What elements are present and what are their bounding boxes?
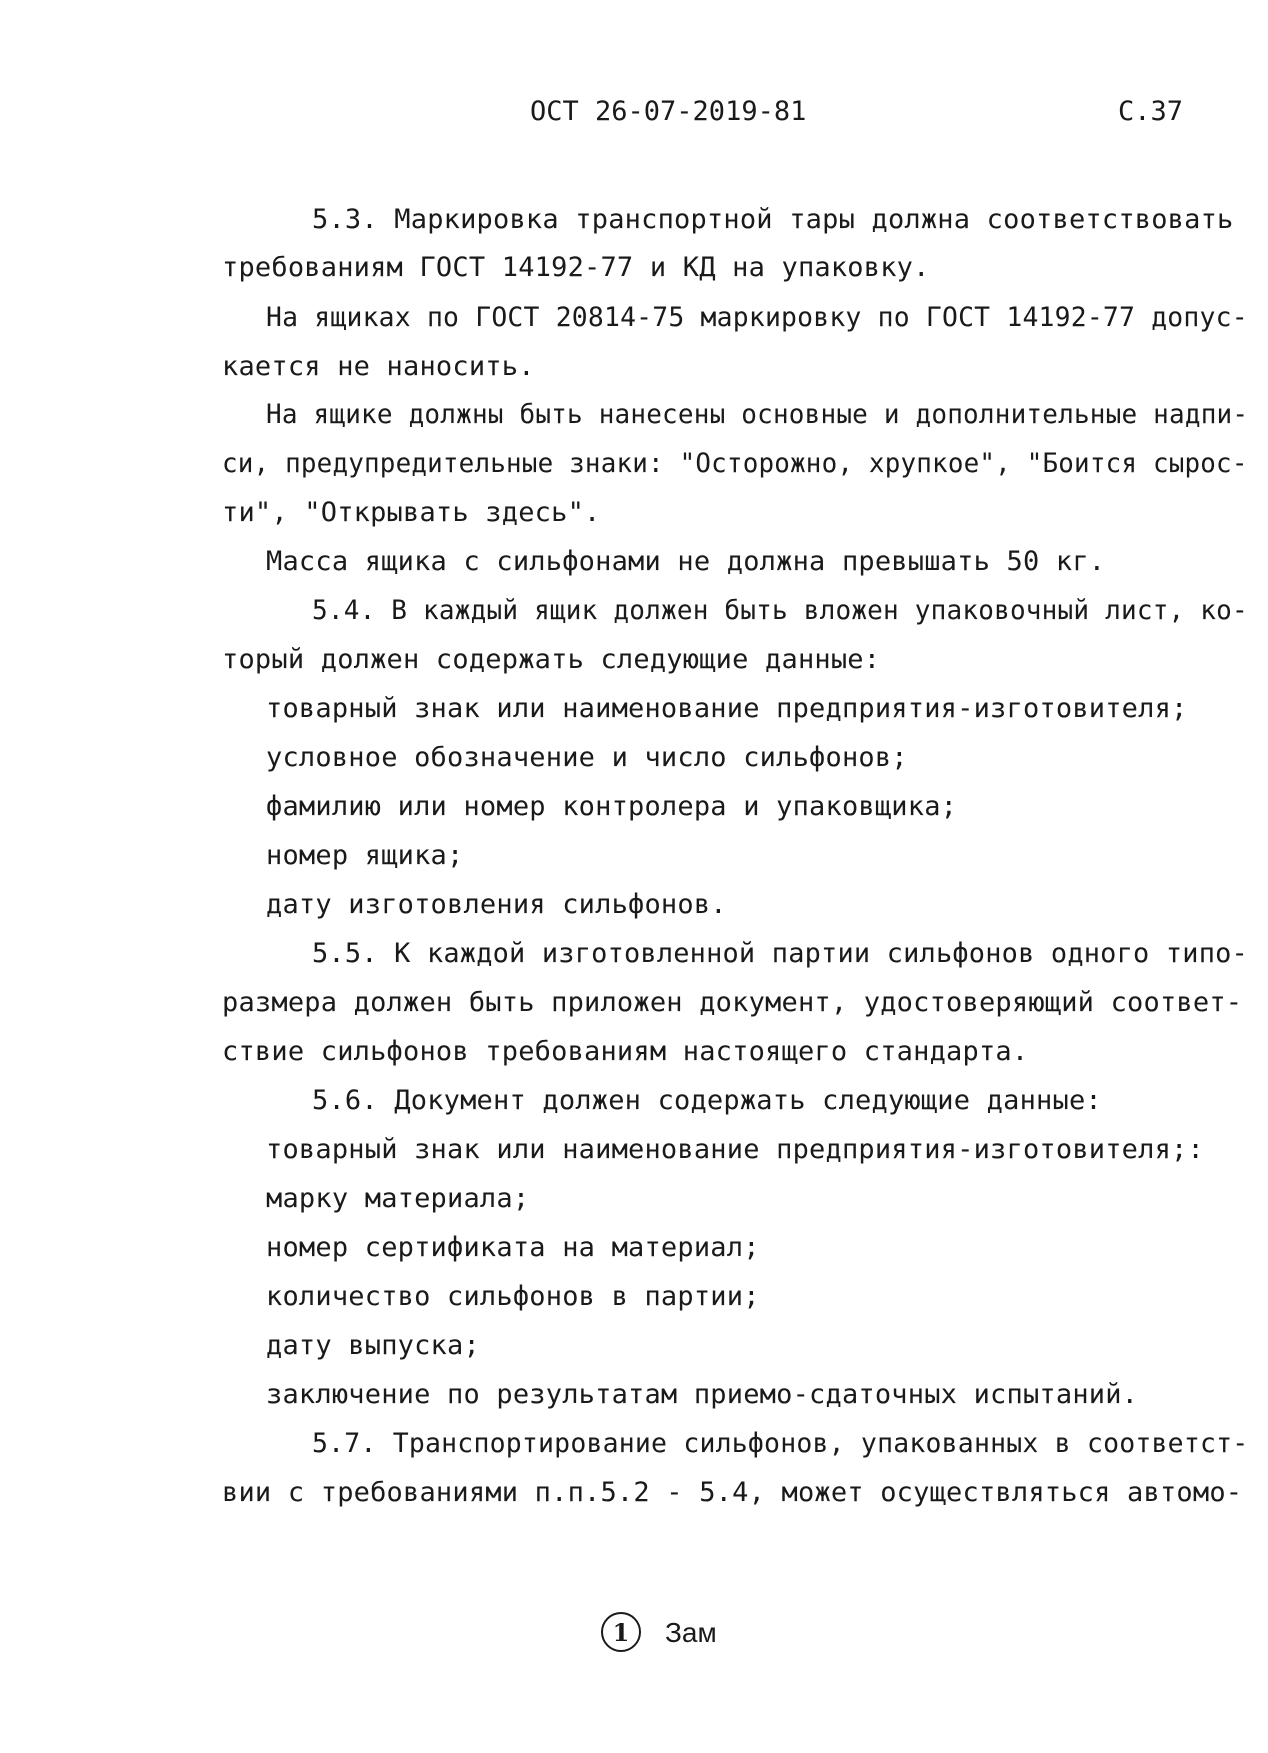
text-line: На ящике должны быть нанесены основные и дополнительные надпи- (266, 399, 1249, 430)
text-line: 5.5. К каждой изготовленной партии сильфонов одного типо- (312, 938, 1248, 969)
text-line: си, предупредительные знаки: "Осторожно, хрупкое", "Боится сырос- (222, 448, 1248, 479)
text-line: количество сильфонов в партии; (266, 1281, 760, 1312)
text-line: 5.3. Маркировка транспортной тары должна соответствовать (312, 204, 1234, 235)
text-line: товарный знак или наименование предприятия-изготовителя;: (266, 1134, 1204, 1165)
text-line: требованиям ГОСТ 14192-77 и КД на упаковку. (222, 252, 930, 283)
text-line: номер ящика; (266, 840, 464, 871)
page-number: С.37 (1118, 96, 1184, 127)
revision-circle-mark: 1 (601, 1612, 641, 1652)
document-code: ОСТ 26-07-2019-81 (530, 96, 807, 127)
text-line: 5.6. Документ должен содержать следующие данные: (312, 1085, 1102, 1116)
text-line: марку материала; (266, 1183, 530, 1214)
text-line: номер сертификата на материал; (266, 1232, 760, 1263)
text-line: Масса ящика с сильфонами не должна превышать 50 кг. (266, 546, 1106, 577)
text-line: ти", "Открывать здесь". (222, 497, 601, 528)
text-line: заключение по результатам приемо-сдаточных испытаний. (266, 1379, 1139, 1410)
revision-note: Зам (665, 1617, 717, 1648)
text-line: размера должен быть приложен документ, удостоверяющий соответ- (222, 987, 1243, 1018)
text-line: На ящиках по ГОСТ 20814-75 маркировку по ГОСТ 14192-77 допус- (266, 302, 1248, 333)
text-line: условное обозначение и число сильфонов; (266, 742, 908, 773)
text-line: ствие сильфонов требованиям настоящего стандарта. (222, 1036, 1029, 1067)
text-line: торый должен содержать следующие данные: (222, 644, 881, 675)
text-line: 5.7. Транспортирование сильфонов, упакованных в соответст- (312, 1428, 1249, 1459)
text-line: кается не наносить. (222, 351, 535, 382)
text-line: товарный знак или наименование предприятия-изготовителя; (266, 693, 1188, 724)
text-line: 5.4. В каждый ящик должен быть вложен упаковочный лист, ко- (312, 595, 1248, 626)
text-line: вии с требованиями п.п.5.2 - 5.4, может осуществляться автомо- (222, 1477, 1243, 1508)
text-line: фамилию или номер контролера и упаковщика; (266, 791, 958, 822)
text-line: дату изготовления сильфонов. (266, 889, 727, 920)
text-line: дату выпуска; (266, 1330, 480, 1361)
